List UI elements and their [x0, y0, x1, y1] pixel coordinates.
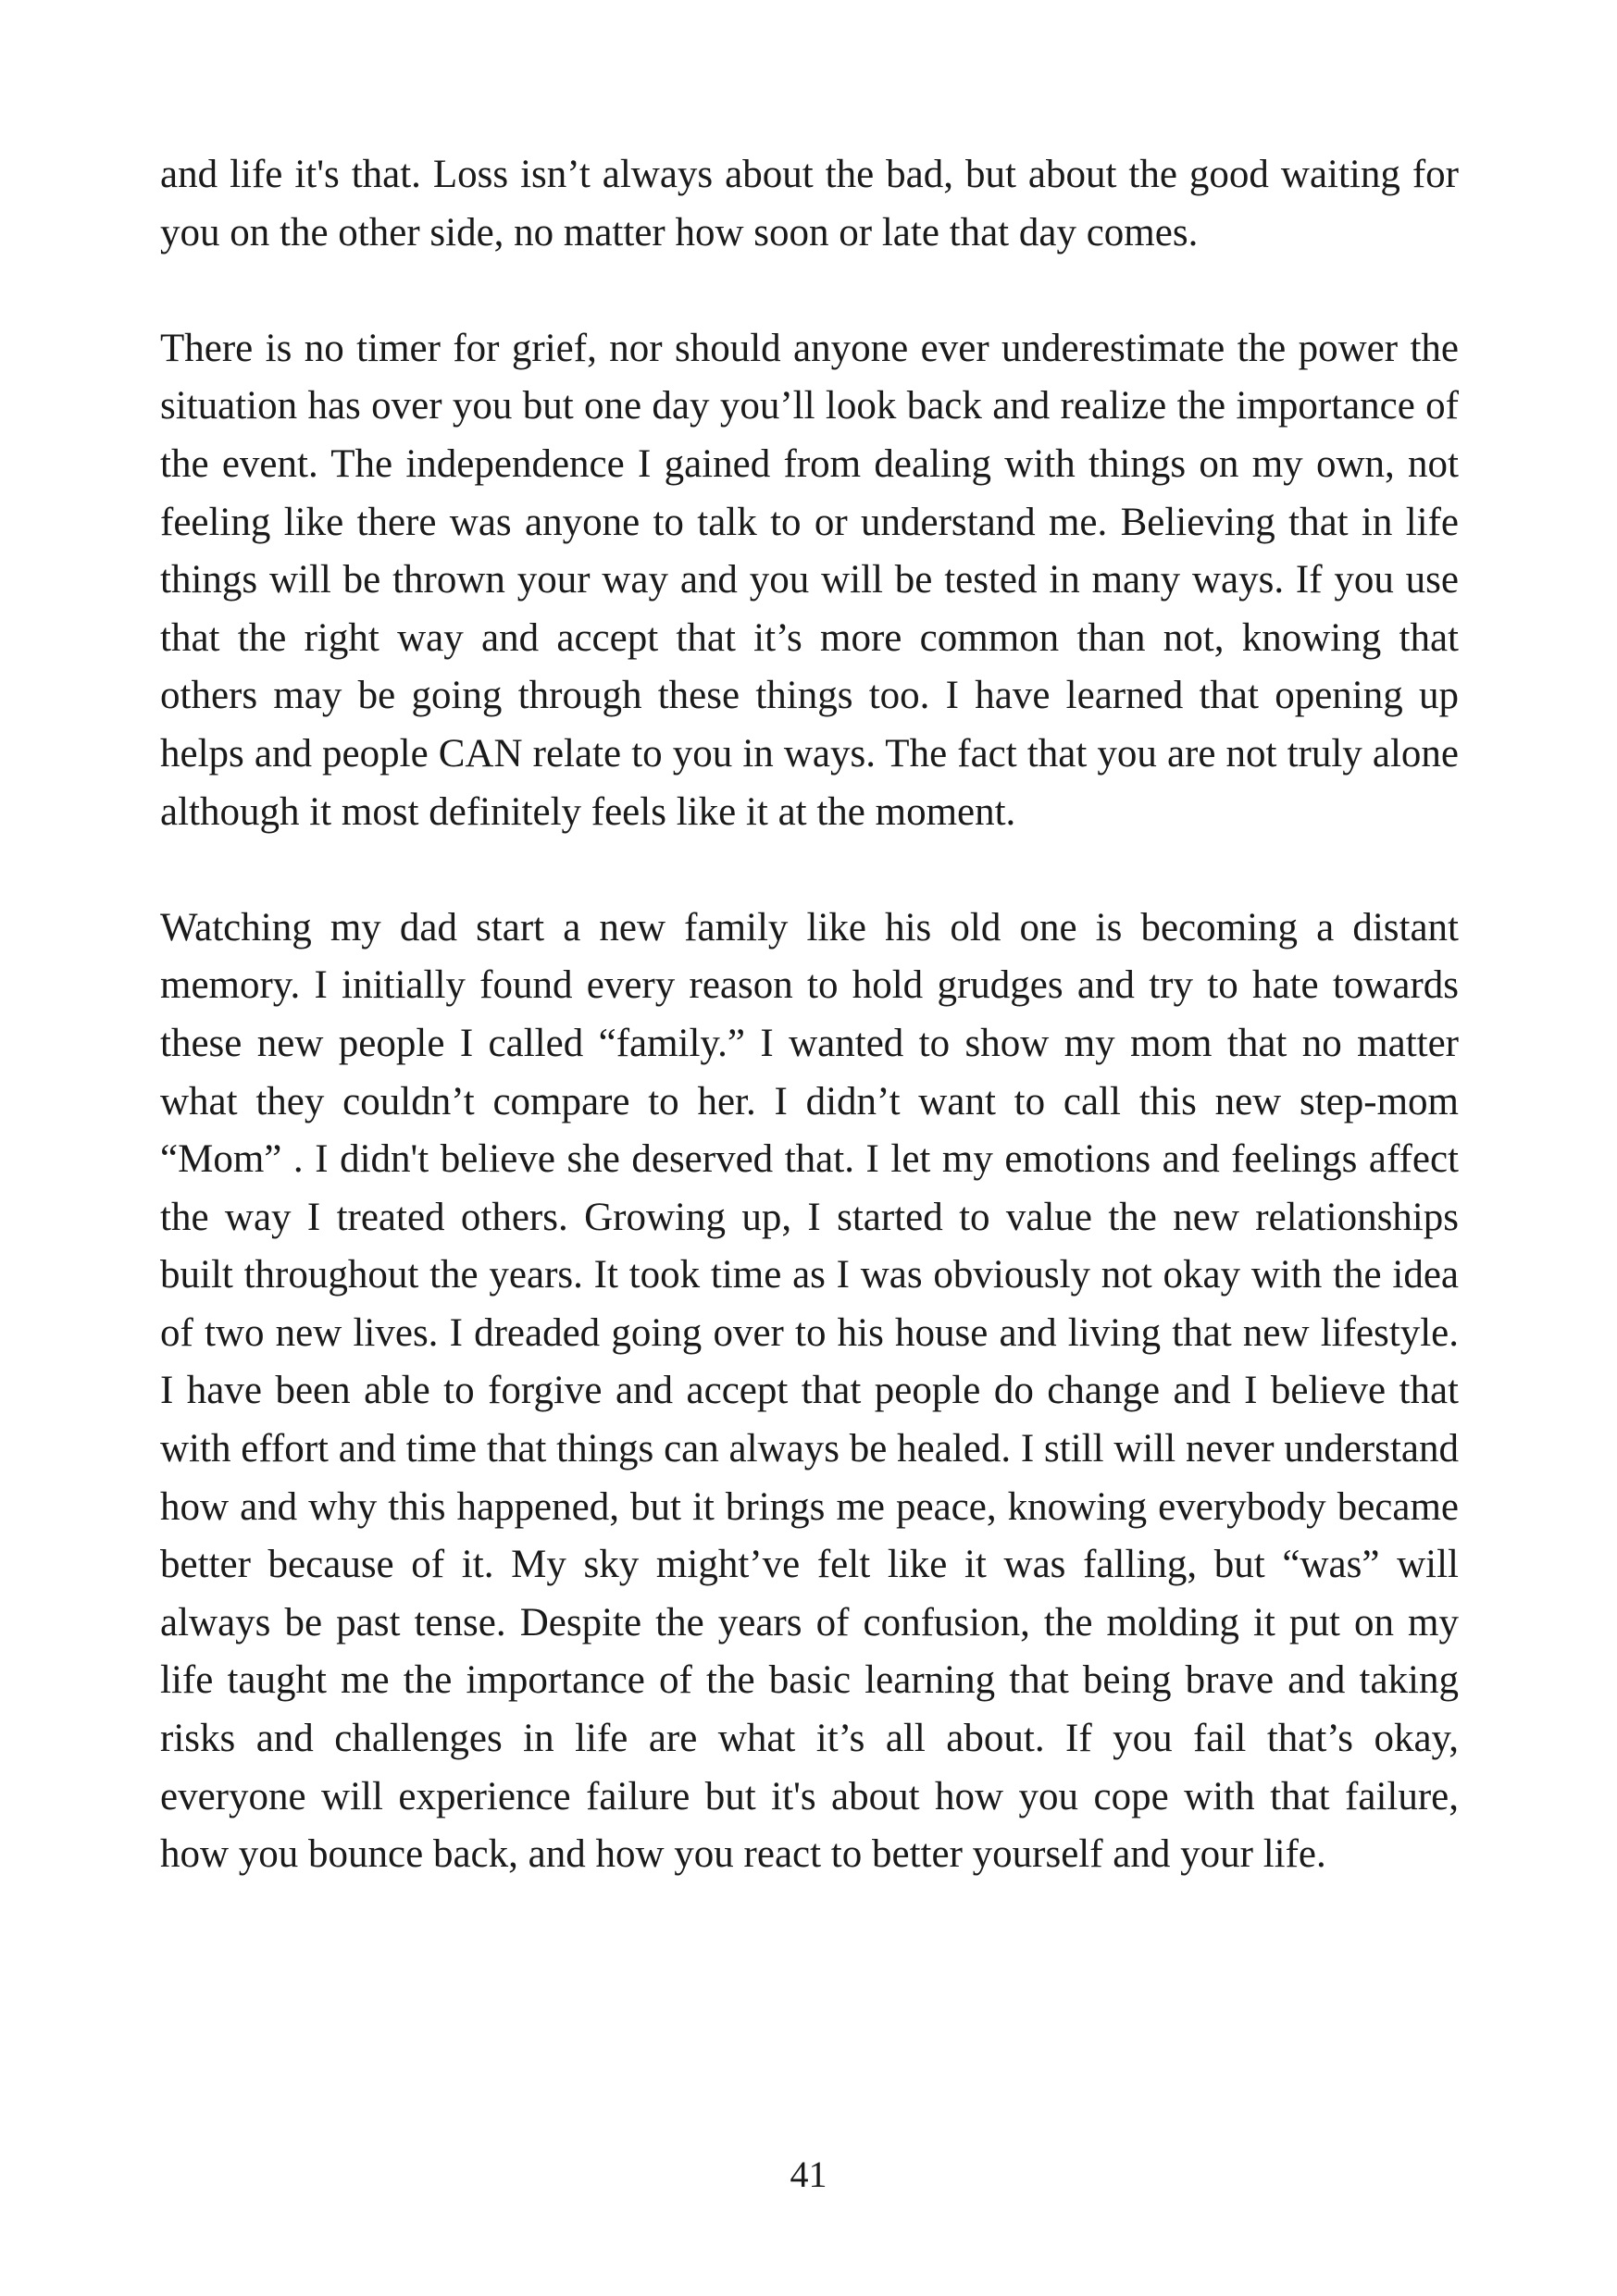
paragraph-1: and life it's that. Loss isn’t always about the bad, but about the good waiting for you on the other side, no matter how soon or late that day comes. [160, 153, 1459, 254]
paragraph-3: Watching my dad start a new family like his old one is becoming a distant memory. I initially found every reason to hold grudges and try to hate towards these new people I called “family.” I wanted to show my mom that no matter what they couldn’t compare to her. I didn’t want to call this new step-mom “Mom” . I didn't believe she deserved that. I let my emotions and feelings affect the way I treated others. Growing up, I started to value the new relationships built throughout the years. It took time as I was obviously not okay with the idea of two new lives. I dreaded going over to his house and living that new lifestyle. I have been able to forgive and accept that people do change and I believe that with effort and time that things can always be healed. I still will never understand how and why this happened, but it brings me peace, knowing everybody became better because of it. My sky might’ve felt like it was falling, but “was” will always be past tense. Despite the years of confusion, the molding it put on my life taught me the importance of the basic learning that being brave and taking risks and challenges in life are what it’s all about. If you fail that’s okay, everyone will experience failure but it's about how you cope with that failure, how you bounce back, and how you react to better yourself and your life. [160, 905, 1459, 1877]
paragraph-2: There is no timer for grief, nor should anyone ever underestimate the power the situation has over you but one day you’ll look back and realize the importance of the event. The independence I gained from dealing with things on my own, not feeling like there was anyone to talk to or understand me. Believing that in life things will be thrown your way and you will be tested in many ways. If you use that the right way and accept that it’s more common than not, knowing that others may be going through these things too. I have learned that opening up helps and people CAN relate to you in ways. The fact that you are not truly alone although it most definitely feels like it at the moment. [160, 326, 1459, 834]
page-number: 41 [790, 2153, 827, 2195]
body-text [160, 146, 1459, 1884]
